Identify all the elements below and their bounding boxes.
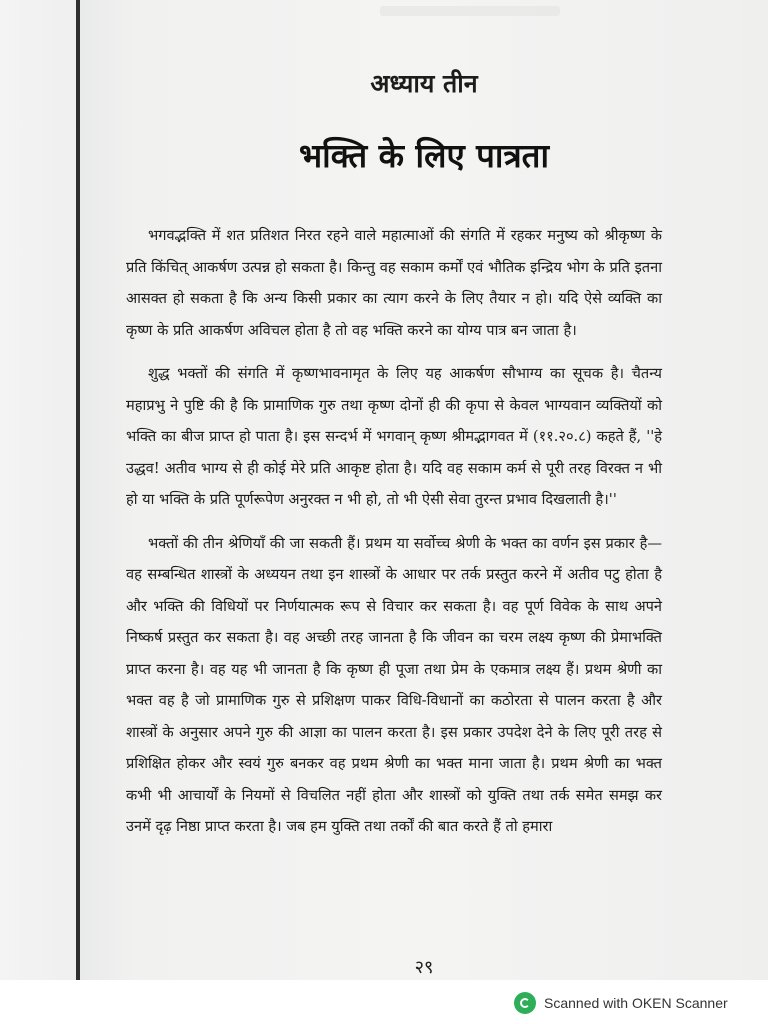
paragraph-3: भक्तों की तीन श्रेणियाँ की जा सकती हैं। प्रथम या सर्वोच्च श्रेणी के भक्त का वर्णन इस प्रकार है—वह सम्बन्धित शास्त्रों के अध्ययन तथा इन शास्त्रों के आधार पर तर्क प्रस्तुत करने में अतीव पटु होता है और भक्ति की विधियों पर निर्णयात्मक रूप से विचार कर सकता है। वह पूर्ण विवेक के साथ अपने निष्कर्ष प्रस्तुत कर सकता है। वह अच्छी तरह जानता है कि जीवन का चरम लक्ष्य कृष्ण की प्रेमाभक्ति प्राप्त करना है। वह यह भी जानता है कि कृष्ण ही पूजा तथा प्रेम के एकमात्र लक्ष्य हैं। प्रथम श्रेणी का भक्त वह है जो प्रामाणिक गुरु से प्रशिक्षण पाकर विधि-विधानों का कठोरता से पालन करता है और शास्त्रों के अनुसार अपने गुरु की आज्ञा का पालन करता है। इस प्रकार उपदेश देने के लिए पूरी तरह से प्रशिक्षित होकर और स्वयं गुरु बनकर वह प्रथम श्रेणी का भक्त माना जाता है। प्रथम श्रेणी का भक्त कभी भी आचार्यों के नियमों से विचलित नहीं होता और शास्त्रों को युक्ति तथा तर्क समेत समझ कर उनमें दृढ़ निष्ठा प्राप्त करता है। जब हम युक्ति तथा तर्कों की बात करते हैं तो हमारा <box>126 534 662 835</box>
oken-scanner-logo-icon <box>514 992 536 1014</box>
paragraph-1: भगवद्भक्ति में शत प्रतिशत निरत रहने वाले महात्माओं की संगति में रहकर मनुष्य को श्रीकृष्ण के प्रति किंचित् आकर्षण उत्पन्न हो सकता है। किन्तु वह सकाम कर्मों एवं भौतिक इन्द्रिय भोग के प्रति इतना आसक्त हो सकता है कि अन्य किसी प्रकार का त्याग करने के लिए तैयार न हो। यदि ऐसे व्यक्ति का कृष्ण के प्रति आकर्षण अविचल होता है तो वह भक्ति करने का योग्य पात्र बन जाता है। <box>126 227 662 339</box>
page-number: २९ <box>414 957 434 978</box>
body-text <box>126 220 662 843</box>
scanner-watermark-text: Scanned with OKEN Scanner <box>544 995 728 1011</box>
bleed-through-mark <box>380 6 560 16</box>
chapter-title: भक्ति के लिए पात्रता <box>298 136 550 175</box>
scanner-watermark <box>514 990 728 1016</box>
chapter-number: अध्याय तीन <box>370 69 478 98</box>
book-page <box>80 0 768 980</box>
paragraph-2: शुद्ध भक्तों की संगति में कृष्णभावनामृत के लिए यह आकर्षण सौभाग्य का सूचक है। चैतन्य महाप्रभु ने पुष्टि की है कि प्रामाणिक गुरु तथा कृष्ण दोनों ही की कृपा से केवल भाग्यवान व्यक्तियों को भक्ति का बीज प्राप्त हो पाता है। इस सन्दर्भ में भगवान् कृष्ण श्रीमद्भागवत में (११.२०.८) कहते हैं, ''हे उद्धव! अतीव भाग्य से ही कोई मेरे प्रति आकृष्ट होता है। यदि वह सकाम कर्म से पूरी तरह विरक्त न भी हो या भक्ति के प्रति पूर्णरूपेण अनुरक्त न भी हो, तो भी ऐसी सेवा तुरन्त प्रभाव दिखलाती है।'' <box>126 365 662 508</box>
left-page-margin <box>0 0 80 980</box>
